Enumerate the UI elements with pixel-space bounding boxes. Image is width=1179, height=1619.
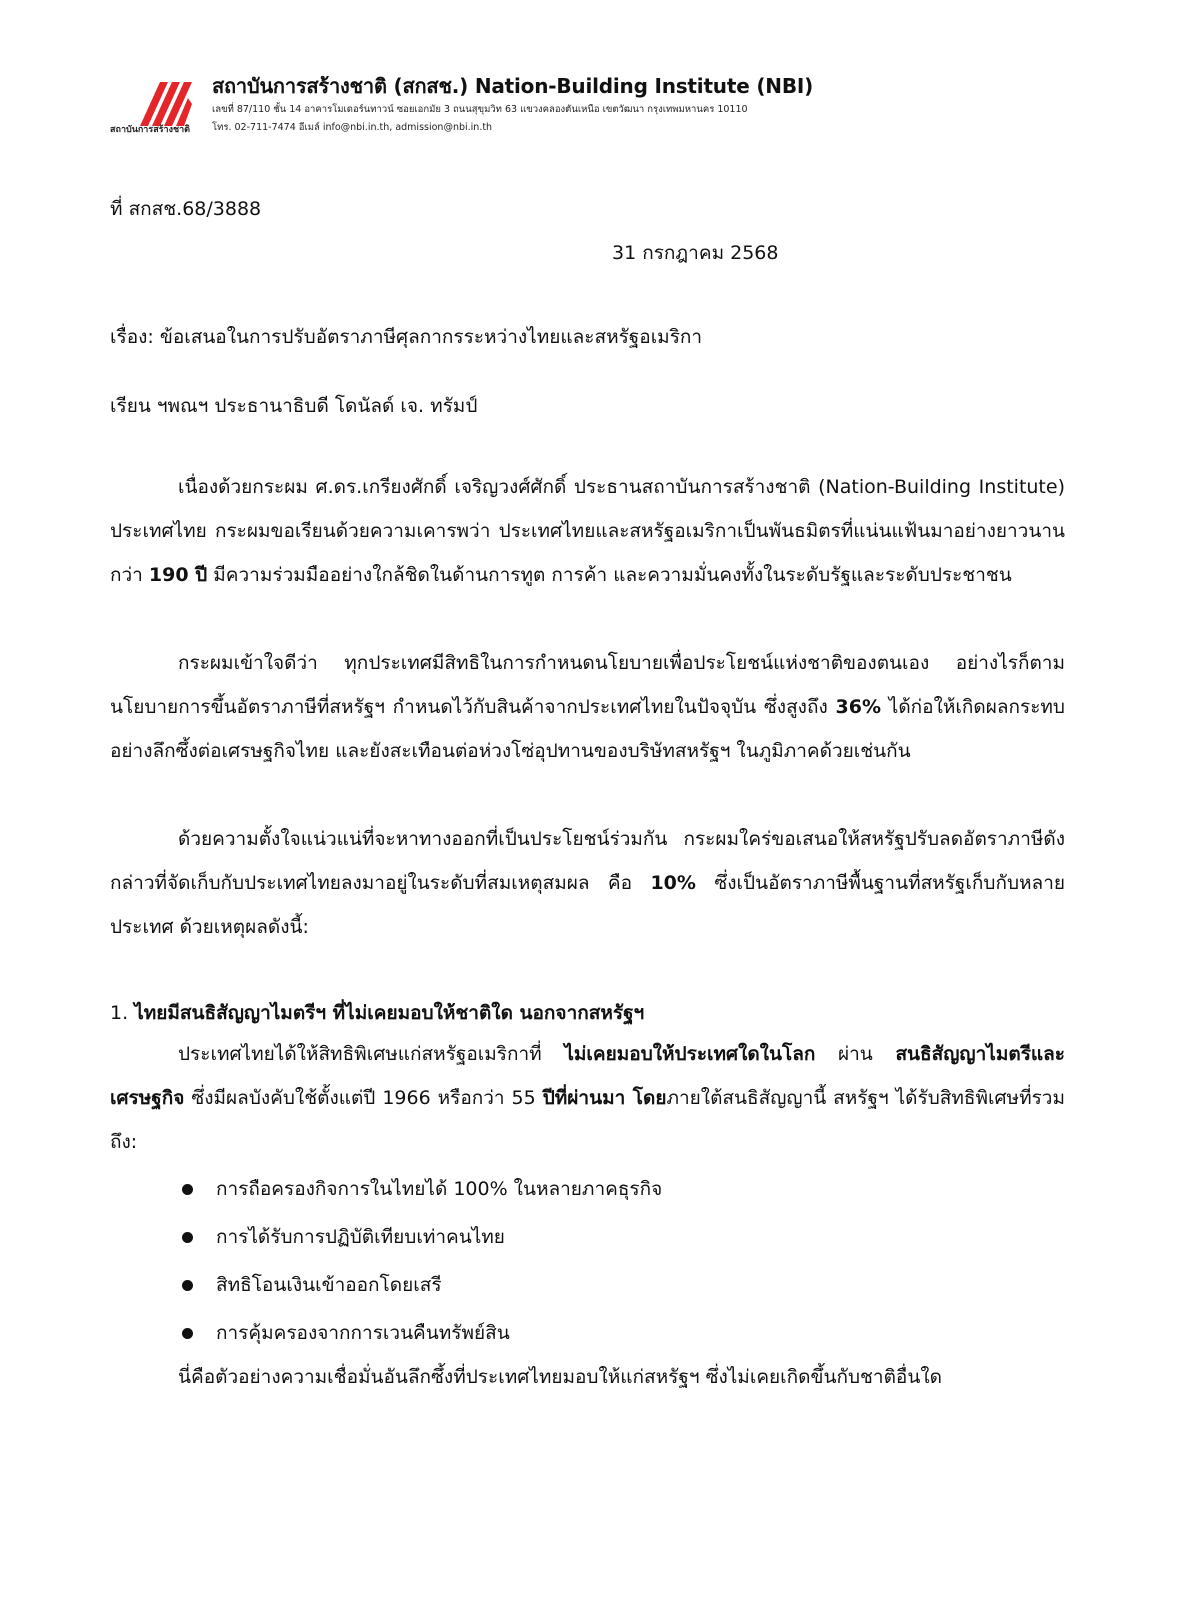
letter-date: 31 กรกฎาคม 2568 <box>612 242 779 264</box>
reference-number: ที่ สกสช.68/3888 <box>110 198 262 220</box>
organization-contact: โทร. 02-711-7474 อีเมล์ info@nbi.in.th, admission@nbi.in.th <box>212 122 493 133</box>
paragraph-tariff-impact: กระผมเข้าใจดีว่า ทุกประเทศมีสิทธิในการกำหนดนโยบายเพื่อประโยชน์แห่งชาติของตนเอง อย่างไรก็ตาม นโยบายการขึ้นอัตราภาษีที่สหรัฐฯ กำหนดไว้กับสินค้าจากประเทศไทยในปัจจุบัน ซึ่งสูงถึง 36% ได้ก่อให้เกิดผลกระทบอย่างลึกซึ้งต่อเศรษฐกิจไทย และยังสะเทือนต่อห่วงโซ่อุปทานของบริษัทสหรัฐฯ ในภูมิภาคด้วยเช่นกัน <box>110 652 1065 762</box>
bullet-icon <box>182 1280 193 1291</box>
list-item: การถือครองกิจการในไทยได้ 100% ในหลายภาคธุรกิจ <box>178 1176 662 1224</box>
list-item: การคุ้มครองจากการเวนคืนทรัพย์สิน <box>178 1320 662 1368</box>
organization-address: เลขที่ 87/110 ชั้น 14 อาคารโมเดอร์นทาวน์ ซอยเอกมัย 3 ถนนสุขุมวิท 63 แขวงคลองตันเหนือ เขตวัฒนา กรุงเทพมหานคร 10110 <box>212 104 748 115</box>
paragraph-proposal: ด้วยความตั้งใจแน่วแน่ที่จะหาทางออกที่เป็นประโยชน์ร่วมกัน กระผมใคร่ขอเสนอให้สหรัฐปรับลดอัตราภาษีดังกล่าวที่จัดเก็บกับประเทศไทยลงมาอยู่ในระดับที่สมเหตุสมผล คือ 10% ซึ่งเป็นอัตราภาษีพื้นฐานที่สหรัฐเก็บกับหลายประเทศ ด้วยเหตุผลดังนี้: <box>110 828 1065 938</box>
letterhead <box>110 68 814 148</box>
bullet-icon <box>182 1232 193 1243</box>
section-heading-1: 1. ไทยมีสนธิสัญญาไมตรีฯ ที่ไม่เคยมอบให้ชาติใด นอกจากสหรัฐฯ <box>110 1002 645 1024</box>
logo-caption: สถาบันการสร้างชาติ <box>110 125 190 135</box>
salutation: เรียน ฯพณฯ ประธานาธิบดี โดนัลด์ เจ. ทรัมป์ <box>110 395 478 417</box>
organization-name: สถาบันการสร้างชาติ (สกสช.) Nation-Building Institute (NBI) <box>212 74 814 98</box>
letter-subject: เรื่อง: ข้อเสนอในการปรับอัตราภาษีศุลกากรระหว่างไทยและสหรัฐอเมริกา <box>110 326 703 348</box>
paragraph-introduction: เนื่องด้วยกระผม ศ.ดร.เกรียงศักดิ์ เจริญวงศ์ศักดิ์ ประธานสถาบันการสร้างชาติ (Nation-Building Institute) ประเทศไทย กระผมขอเรียนด้วยความเคารพว่า ประเทศไทยและสหรัฐอเมริกาเป็นพันธมิตรที่แน่นแฟ้นมาอย่างยาวนานกว่า 190 ปี มีความร่วมมืออย่างใกล้ชิดในด้านการทูต การค้า และความมั่นคงทั้งในระดับรัฐและระดับประชาชน <box>110 476 1065 586</box>
paragraph-treaty: ประเทศไทยได้ให้สิทธิพิเศษแก่สหรัฐอเมริกาที่ ไม่เคยมอบให้ประเทศใดในโลก ผ่าน สนธิสัญญาไมตรีและเศรษฐกิจ ซึ่งมีผลบังคับใช้ตั้งแต่ปี 1966 หรือกว่า 55 ปีที่ผ่านมา โดยภายใต้สนธิสัญญานี้ สหรัฐฯ ได้รับสิทธิพิเศษที่รวมถึง: <box>110 1043 1066 1153</box>
privileges-list <box>178 1176 662 1368</box>
bullet-icon <box>182 1328 193 1339</box>
list-item: สิทธิโอนเงินเข้าออกโดยเสรี <box>178 1272 662 1320</box>
list-item: การได้รับการปฏิบัติเทียบเท่าคนไทย <box>178 1224 662 1272</box>
closing-sentence: นี่คือตัวอย่างความเชื่อมั่นอันลึกซึ้งที่ประเทศไทยมอบให้แก่สหรัฐฯ ซึ่งไม่เคยเกิดขึ้นกับชาติอื่นใด <box>178 1366 942 1388</box>
bullet-icon <box>182 1184 193 1195</box>
